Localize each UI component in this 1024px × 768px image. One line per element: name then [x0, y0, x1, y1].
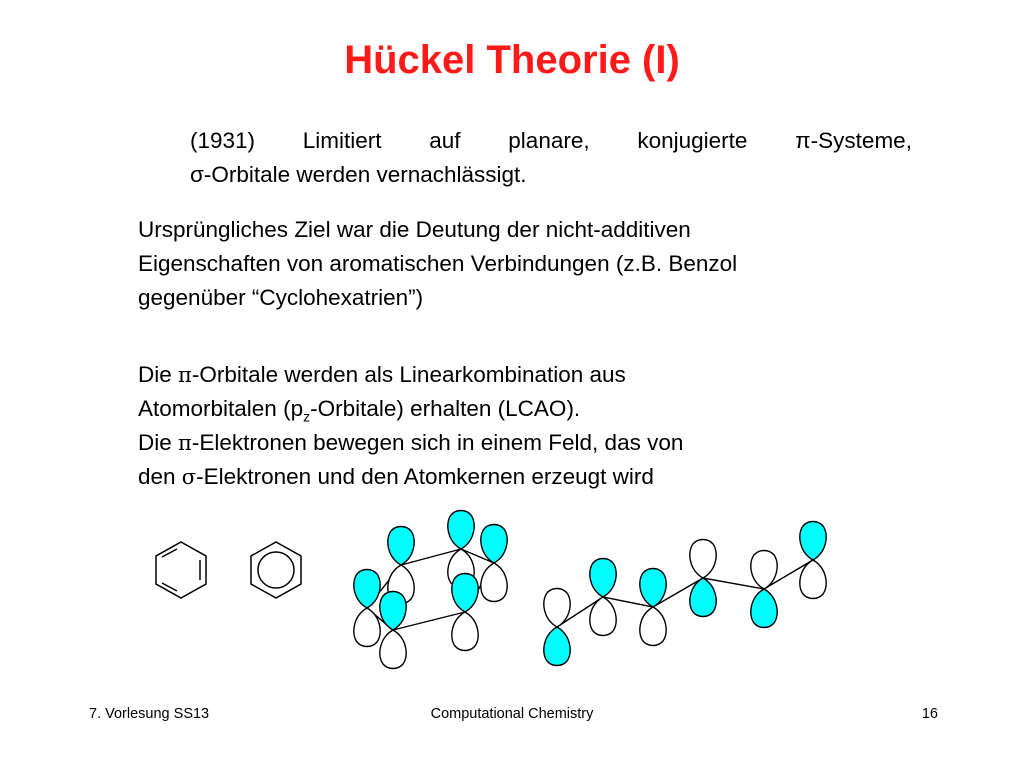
- intro-word: planare,: [508, 128, 590, 153]
- footer-page-number: 16: [921, 706, 938, 722]
- footer-course: Computational Chemistry: [430, 706, 594, 722]
- lcao-line-3: Die π-Elektronen bewegen sich in einem Feld, das von: [138, 430, 684, 455]
- lcao-line-1: Die π-Orbitale werden als Linearkombination aus: [138, 362, 626, 387]
- orbital-pz: [452, 574, 478, 651]
- benzene-pz-orbital-diagram: [354, 511, 507, 669]
- intro-word: auf: [429, 128, 461, 153]
- sigma-symbol: σ: [181, 465, 197, 489]
- lcao-line-4: den σ-Elektronen und den Atomkernen erzeugt wird: [138, 464, 654, 489]
- subscript-z: z: [303, 408, 311, 425]
- footer-lecture: 7. Vorlesung SS13: [89, 706, 210, 722]
- benzene-kekule-structure: [156, 542, 206, 598]
- orbital-pz: [380, 592, 406, 669]
- orbital-pz: [544, 589, 570, 666]
- pi-symbol: π: [178, 363, 192, 387]
- intro-line-2: σ-Orbitale werden vernachlässigt.: [190, 162, 527, 187]
- orbital-pz: [690, 540, 716, 617]
- intro-word: (1931): [190, 128, 256, 153]
- intro-word: π-Systeme,: [795, 128, 912, 153]
- goal-line-3: gegenüber “Cyclohexatrien”): [138, 285, 424, 310]
- goal-line-1: Ursprüngliches Ziel war die Deutung der nicht-additiven: [138, 217, 691, 242]
- orbital-pz: [751, 551, 777, 628]
- lcao-line-2: Atomorbitalen $(p_z-Orbitale)$ erhalten (LCAO).: [138, 396, 581, 425]
- orbital-pz: [640, 569, 666, 646]
- pi-symbol: π: [178, 431, 192, 455]
- goal-line-2: Eigenschaften von aromatischen Verbindungen (z.B. Benzol: [138, 251, 738, 276]
- slide-title: Hückel Theorie (I): [344, 38, 680, 82]
- benzene-aromatic-structure: [251, 542, 301, 598]
- orbital-pz: [354, 570, 380, 647]
- intro-word: konjugierte: [637, 128, 748, 153]
- orbital-pz: [590, 559, 616, 636]
- orbital-pz: [481, 525, 507, 602]
- orbital-pz: [800, 522, 826, 599]
- polyene-pz-orbital-diagram: [544, 522, 826, 666]
- intro-word: Limitiert: [302, 128, 382, 153]
